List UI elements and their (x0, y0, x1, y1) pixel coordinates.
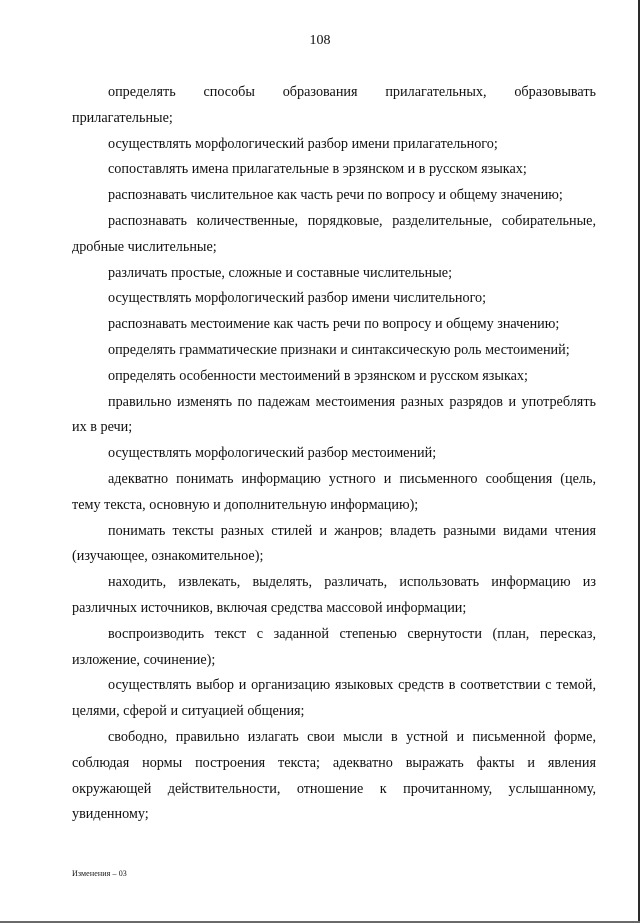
body-text (72, 80, 596, 828)
paragraph: свободно, правильно излагать свои мысли в устной и письменной форме, соблюдая нормы построения текста; адекватно выражать факты и явления окружающей действительности, отношение к прочитанному, услышанному, увиденному; (72, 728, 596, 823)
paragraph: распознавать количественные, порядковые, разделительные, собирательные, дробные числительные; (72, 212, 596, 255)
paragraph: определять особенности местоимений в эрзянском и русском языках; (108, 367, 528, 384)
paragraph: воспроизводить текст с заданной степенью свернутости (план, пересказ, изложение, сочинение); (72, 625, 596, 668)
paragraph: различать простые, сложные и составные числительные; (108, 264, 453, 281)
revision-note: Изменения – 03 (72, 869, 127, 878)
paragraph: осуществлять морфологический разбор имени числительного; (108, 290, 487, 307)
paragraph: осуществлять морфологический разбор имени прилагательного; (108, 135, 498, 152)
page-number: 108 (309, 33, 331, 48)
paragraph: определять способы образования прилагательных, образовывать прилагательные; (72, 84, 596, 126)
paragraph: определять грамматические признаки и синтаксическую роль местоимений; (108, 341, 570, 358)
paragraph: осуществлять выбор и организацию языковых средств в соответствии с темой, целями, сферой и ситуацией общения; (72, 677, 596, 720)
paragraph: распознавать местоимение как часть речи по вопросу и общему значению; (108, 316, 560, 333)
paragraph: распознавать числительное как часть речи по вопросу и общему значению; (108, 187, 563, 204)
paragraph: осуществлять морфологический разбор местоимений; (108, 445, 437, 462)
paragraph: правильно изменять по падежам местоимения разных разрядов и употреблять их в речи; (72, 393, 596, 436)
paragraph: находить, извлекать, выделять, различать, использовать информацию из различных источников, включая средства массовой информации; (72, 574, 596, 616)
paragraph: сопоставлять имена прилагательные в эрзянском и в русском языках; (108, 161, 527, 178)
paragraph: адекватно понимать информацию устного и письменного сообщения (цель, тему текста, основную и дополнительную информацию); (72, 470, 596, 513)
paragraph: понимать тексты разных стилей и жанров; владеть разными видами чтения (изучающее, ознакомительное); (72, 522, 596, 565)
